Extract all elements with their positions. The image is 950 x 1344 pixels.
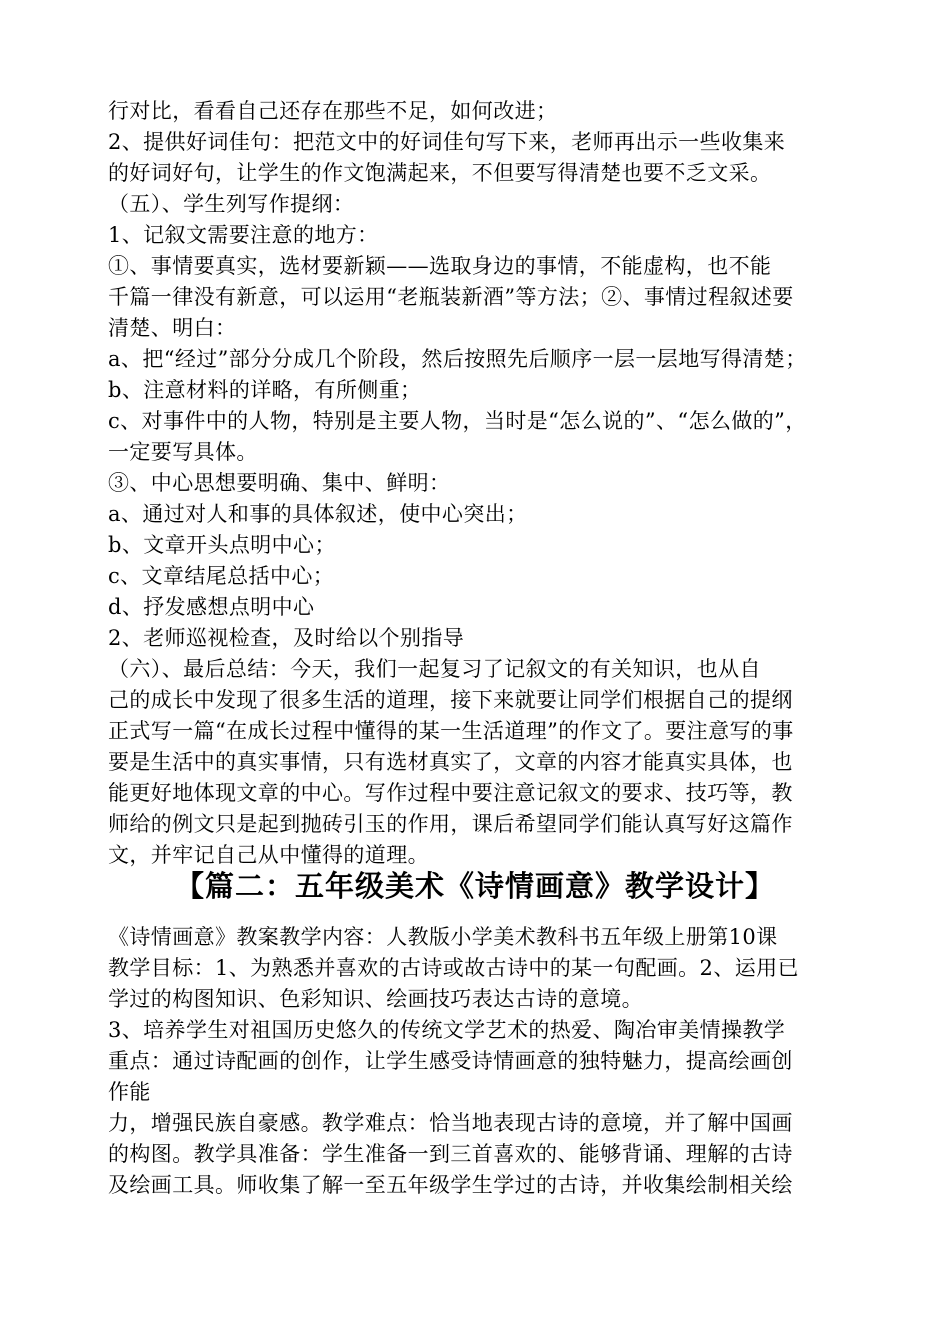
text-line: 清楚、明白：: [108, 316, 237, 340]
text-line: 作能: [108, 1080, 151, 1104]
text-line: 1、记叙文需要注意的地方：: [108, 223, 379, 247]
text-line: 的好词好句，让学生的作文饱满起来，不但要写得清楚也要不乏文采。: [108, 161, 772, 185]
text-line: 的构图。教学具准备：学生准备一到三首喜欢的、能够背诵、理解的古诗: [108, 1142, 793, 1166]
text-line: a、通过对人和事的具体叙述，使中心突出；: [108, 502, 528, 526]
text-line: 教学目标：1、为熟悉并喜欢的古诗或故古诗中的某一句配画。2、运用已: [108, 956, 799, 980]
text-line: 一定要写具体。: [108, 440, 258, 464]
section-heading: 【篇二：五年级美术《诗情画意》教学设计】: [174, 869, 775, 903]
text-line: 力，增强民族自豪感。教学难点：恰当地表现古诗的意境，并了解中国画: [108, 1111, 793, 1135]
text-line: ③、中心思想要明确、集中、鲜明：: [108, 471, 451, 495]
text-line: 千篇一律没有新意，可以运用“老瓶装新酒”等方法；②、事情过程叙述要: [108, 285, 794, 309]
text-line: 《诗情画意》教案教学内容：人教版小学美术教科书五年级上册第10课: [108, 925, 778, 949]
text-line: 行对比，看看自己还存在那些不足，如何改进；: [108, 99, 558, 123]
text-line: b、注意材料的详略，有所侧重；: [108, 378, 422, 402]
text-line: 师给的例文只是起到抛砖引玉的作用，课后希望同学们能认真写好这篇作: [108, 812, 793, 836]
text-line: 2、老师巡视检查，及时给以个别指导: [108, 626, 465, 650]
text-line: c、文章结尾总括中心；: [108, 564, 335, 588]
text-line: 3、培养学生对祖国历史悠久的传统文学艺术的热爱、陶冶审美情操教学: [108, 1018, 786, 1042]
text-line: 重点：通过诗配画的创作，让学生感受诗情画意的独特魅力，提高绘画创: [108, 1049, 793, 1073]
text-line: c、对事件中的人物，特别是主要人物，当时是“怎么说的”、“怎么做的”，: [108, 409, 807, 433]
text-line: d、抒发感想点明中心: [108, 595, 315, 619]
text-line: 及绘画工具。师收集了解一至五年级学生学过的古诗，并收集绘制相关绘: [108, 1173, 793, 1197]
text-line: a、把“经过”部分分成几个阶段，然后按照先后顺序一层一层地写得清楚；: [108, 347, 807, 371]
text-line: 2、提供好词佳句：把范文中的好词佳句写下来，老师再出示一些收集来: [108, 130, 786, 154]
text-line: 能更好地体现文章的中心。写作过程中要注意记叙文的要求、技巧等，教: [108, 781, 793, 805]
text-line: 要是生活中的真实事情，只有选材真实了，文章的内容才能真实具体，也: [108, 750, 793, 774]
text-line: 文，并牢记自己从中懂得的道理。: [108, 843, 429, 867]
text-line: 正式写一篇“在成长过程中懂得的某一生活道理”的作文了。要注意写的事: [108, 719, 794, 743]
text-line: （六）、最后总结：今天，我们一起复习了记叙文的有关知识，也从自: [108, 657, 761, 681]
text-line: ①、事情要真实，选材要新颖——选取身边的事情，不能虚构，也不能: [108, 254, 772, 278]
text-line: 学过的构图知识、色彩知识、绘画技巧表达古诗的意境。: [108, 987, 643, 1011]
text-line: 己的成长中发现了很多生活的道理，接下来就要让同学们根据自己的提纲: [108, 688, 793, 712]
text-line: b、文章开头点明中心；: [108, 533, 336, 557]
text-line: （五）、学生列写作提纲：: [108, 192, 355, 216]
